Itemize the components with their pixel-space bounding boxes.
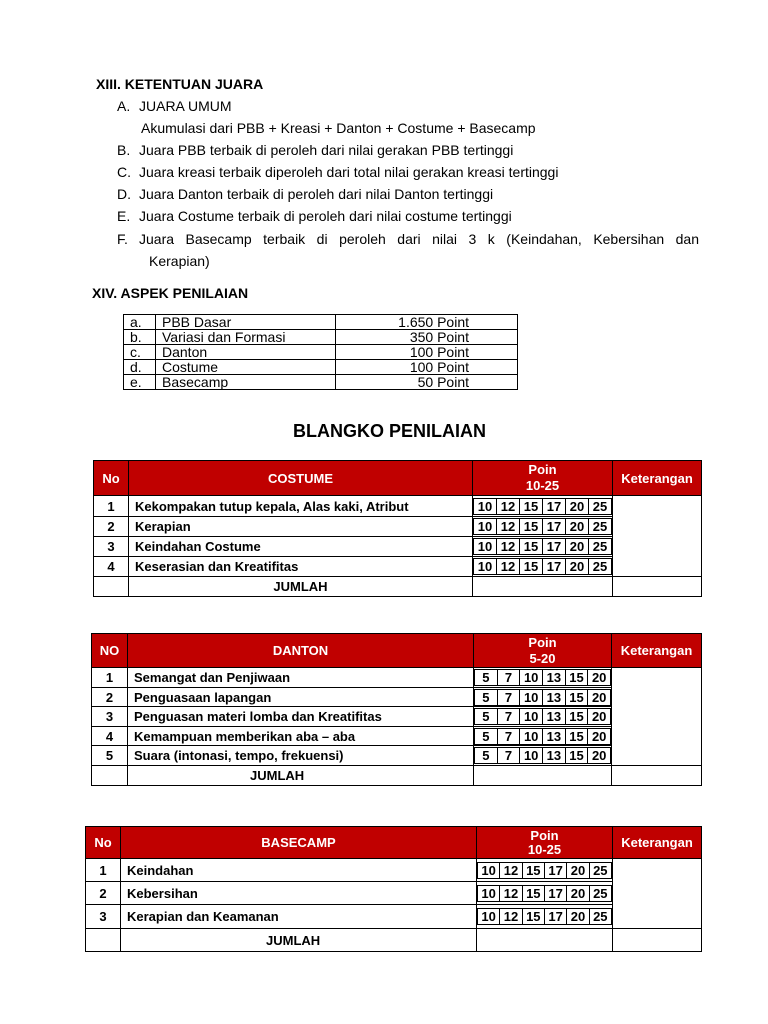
score-option: 25 (589, 538, 612, 555)
row-points: 100 Point (336, 360, 518, 375)
score-option: 15 (520, 518, 543, 535)
row-no: 1 (92, 668, 128, 688)
score-option: 10 (520, 689, 543, 706)
empty-cell (473, 577, 613, 597)
score-option: 17 (543, 518, 566, 535)
criteria-header: BASECAMP (121, 827, 477, 859)
table-header-row (92, 634, 702, 668)
poin-scale (474, 668, 612, 688)
basecamp-table (85, 826, 702, 952)
row-no: 3 (92, 707, 128, 727)
score-option: 5 (474, 747, 498, 764)
row-no: 1 (86, 859, 121, 882)
item-text: Akumulasi dari PBB + Kreasi + Danton + Costume + Basecamp (141, 120, 536, 136)
row-points: 350 Point (336, 330, 518, 345)
row-name: Basecamp (156, 375, 336, 390)
score-option: 10 (520, 728, 543, 745)
table-row (124, 360, 518, 375)
score-option: 15 (520, 538, 543, 555)
poin-label: Poin (530, 827, 559, 843)
item-letter: F. (117, 231, 128, 247)
score-option: 12 (500, 885, 522, 902)
poin-label: Poin (528, 462, 557, 477)
score-option: 10 (473, 498, 497, 515)
table-row (94, 537, 702, 557)
keterangan-cell (613, 496, 702, 577)
item-text: JUARA UMUM (139, 98, 232, 114)
row-criteria: Keindahan (121, 859, 477, 882)
score-option: 12 (500, 862, 522, 879)
table-row (86, 905, 702, 929)
score-option: 17 (543, 498, 566, 515)
item-text: Kerapian) (149, 253, 210, 269)
row-letter: a. (124, 315, 156, 330)
row-letter: b. (124, 330, 156, 345)
poin-scale (473, 517, 613, 537)
score-option: 12 (497, 518, 520, 535)
table-row (92, 668, 702, 688)
row-criteria: Kerapian dan Keamanan (121, 905, 477, 929)
score-option: 10 (477, 885, 500, 902)
row-no: 2 (86, 882, 121, 905)
juara-item-d (117, 186, 493, 202)
table-row (86, 859, 702, 882)
score-option: 7 (498, 747, 521, 764)
score-option: 15 (520, 498, 543, 515)
score-option: 10 (520, 708, 543, 725)
score-option: 20 (566, 518, 589, 535)
keterangan-header: Keterangan (613, 461, 702, 496)
row-no: 5 (92, 746, 128, 766)
item-letter: A. (117, 98, 131, 114)
score-option: 20 (588, 708, 611, 725)
score-option: 20 (588, 747, 611, 764)
score-option: 25 (589, 498, 612, 515)
jumlah-row (86, 929, 702, 952)
score-option: 5 (474, 708, 498, 725)
score-option: 15 (520, 558, 543, 575)
row-no: 1 (94, 496, 129, 517)
score-option: 5 (474, 689, 498, 706)
row-criteria: Kemampuan memberikan aba – aba (128, 727, 474, 746)
section-14-heading: XIV. ASPEK PENILAIAN (92, 285, 249, 301)
poin-scale (473, 537, 613, 557)
row-no: 2 (92, 688, 128, 707)
juara-item-f-cont (149, 253, 210, 269)
item-letter: B. (117, 142, 131, 158)
score-option: 25 (590, 908, 612, 925)
row-name: Variasi dan Formasi (156, 330, 336, 345)
score-option: 10 (477, 908, 500, 925)
score-option: 5 (474, 728, 498, 745)
row-points: 50 Point (336, 375, 518, 390)
poin-scale (477, 859, 613, 882)
empty-cell (94, 577, 129, 597)
jumlah-label: JUMLAH (129, 577, 473, 597)
score-option: 20 (566, 538, 589, 555)
empty-cell (92, 766, 128, 786)
table-row (94, 517, 702, 537)
score-option: 7 (498, 708, 521, 725)
score-option: 17 (545, 885, 567, 902)
row-criteria: Penguasaan lapangan (128, 688, 474, 707)
row-criteria: Keserasian dan Kreatifitas (129, 557, 473, 577)
score-option: 13 (543, 728, 566, 745)
table-row (94, 496, 702, 517)
poin-scale (474, 707, 612, 727)
table-row (92, 746, 702, 766)
jumlah-label: JUMLAH (121, 929, 477, 952)
item-text: Juara kreasi terbaik diperoleh dari total nilai gerakan kreasi tertinggi (139, 164, 559, 180)
juara-item-a (117, 98, 232, 114)
score-option: 20 (567, 862, 589, 879)
row-criteria: Kekompakan tutup kepala, Alas kaki, Atribut (129, 496, 473, 517)
no-header: No (94, 461, 129, 496)
score-option: 13 (543, 689, 566, 706)
row-letter: e. (124, 375, 156, 390)
score-option: 10 (520, 747, 543, 764)
juara-item-c (117, 164, 558, 180)
item-text: Juara PBB terbaik di peroleh dari nilai gerakan PBB tertinggi (139, 142, 514, 158)
score-option: 15 (566, 689, 589, 706)
score-option: 7 (498, 689, 521, 706)
section-13-heading: XIII. KETENTUAN JUARA (96, 76, 264, 92)
jumlah-row (94, 577, 702, 597)
score-option: 20 (588, 669, 611, 686)
score-option: 15 (523, 885, 545, 902)
score-option: 7 (498, 669, 521, 686)
table-row (86, 882, 702, 905)
row-criteria: Suara (intonasi, tempo, frekuensi) (128, 746, 474, 766)
score-option: 20 (566, 498, 589, 515)
row-name: PBB Dasar (156, 315, 336, 330)
item-letter: E. (117, 208, 131, 224)
row-criteria: Kebersihan (121, 882, 477, 905)
empty-cell (477, 929, 613, 952)
empty-cell (613, 577, 702, 597)
score-option: 10 (473, 558, 497, 575)
poin-range: 10-25 (525, 478, 560, 493)
score-option: 15 (566, 669, 589, 686)
score-option: 25 (590, 862, 612, 879)
score-option: 17 (545, 862, 567, 879)
score-option: 7 (498, 728, 521, 745)
row-letter: c. (124, 345, 156, 360)
row-letter: d. (124, 360, 156, 375)
item-letter: D. (117, 186, 131, 202)
poin-label: Poin (528, 634, 557, 650)
poin-header (474, 634, 612, 668)
score-option: 20 (567, 885, 589, 902)
score-option: 17 (543, 538, 566, 555)
score-option: 20 (588, 689, 611, 706)
poin-scale (474, 746, 612, 766)
table-row (92, 727, 702, 746)
score-option: 15 (566, 728, 589, 745)
row-no: 3 (86, 905, 121, 929)
score-option: 15 (523, 908, 545, 925)
score-option: 12 (500, 908, 522, 925)
keterangan-header: Keterangan (612, 634, 702, 668)
score-option: 20 (567, 908, 589, 925)
no-header: No (86, 827, 121, 859)
row-no: 2 (94, 517, 129, 537)
jumlah-label: JUMLAH (128, 766, 474, 786)
table-row (124, 345, 518, 360)
table-row (124, 375, 518, 390)
row-name: Costume (156, 360, 336, 375)
table-row (92, 688, 702, 707)
item-text: Juara Basecamp terbaik di peroleh dari nilai 3 k (Keindahan, Kebersihan dan (139, 231, 699, 247)
score-option: 17 (543, 558, 566, 575)
juara-item-b (117, 142, 513, 158)
score-option: 10 (520, 669, 543, 686)
item-letter: C. (117, 164, 131, 180)
score-option: 25 (590, 885, 612, 902)
row-no: 3 (94, 537, 129, 557)
score-option: 10 (473, 538, 497, 555)
score-option: 17 (545, 908, 567, 925)
score-option: 13 (543, 669, 566, 686)
score-option: 20 (588, 728, 611, 745)
poin-scale (477, 882, 613, 905)
table-row (124, 315, 518, 330)
score-option: 15 (566, 708, 589, 725)
row-criteria: Semangat dan Penjiwaan (128, 668, 474, 688)
score-option: 25 (589, 518, 612, 535)
item-text: Juara Danton terbaik di peroleh dari nilai Danton tertinggi (139, 186, 494, 202)
jumlah-row (92, 766, 702, 786)
score-option: 10 (473, 518, 497, 535)
score-option: 10 (477, 862, 500, 879)
score-option: 13 (543, 747, 566, 764)
juara-item-f (117, 231, 699, 247)
row-name: Danton (156, 345, 336, 360)
table-header-row (86, 827, 702, 859)
score-option: 12 (497, 538, 520, 555)
score-option: 15 (566, 747, 589, 764)
row-criteria: Penguasan materi lomba dan Kreatifitas (128, 707, 474, 727)
danton-table (91, 633, 702, 786)
poin-scale (474, 727, 612, 746)
row-criteria: Kerapian (129, 517, 473, 537)
empty-cell (474, 766, 612, 786)
poin-scale (477, 905, 613, 929)
item-text: Juara Costume terbaik di peroleh dari nilai costume tertinggi (139, 208, 512, 224)
poin-range: 5-20 (529, 650, 556, 666)
poin-header (473, 461, 613, 496)
score-option: 15 (523, 862, 545, 879)
keterangan-header: Keterangan (613, 827, 702, 859)
score-option: 12 (497, 498, 520, 515)
score-option: 5 (474, 669, 498, 686)
criteria-header: DANTON (128, 634, 474, 668)
score-option: 20 (566, 558, 589, 575)
row-points: 100 Point (336, 345, 518, 360)
juara-item-a-detail (141, 120, 536, 136)
blangko-title: BLANGKO PENILAIAN (293, 421, 486, 441)
score-option: 13 (543, 708, 566, 725)
aspek-table (123, 314, 518, 390)
juara-item-e (117, 208, 512, 224)
empty-cell (86, 929, 121, 952)
keterangan-cell (613, 859, 702, 929)
poin-scale (473, 496, 613, 517)
empty-cell (612, 766, 702, 786)
row-no: 4 (94, 557, 129, 577)
score-option: 25 (589, 558, 612, 575)
poin-scale (473, 557, 613, 577)
row-points: 1.650 Point (336, 315, 518, 330)
keterangan-cell (612, 668, 702, 766)
table-header-row (94, 461, 702, 496)
score-option: 12 (497, 558, 520, 575)
criteria-header: COSTUME (129, 461, 473, 496)
row-criteria: Keindahan Costume (129, 537, 473, 557)
table-row (124, 330, 518, 345)
poin-header (477, 827, 613, 859)
costume-table (93, 460, 702, 597)
empty-cell (613, 929, 702, 952)
table-row (92, 707, 702, 727)
poin-range: 10-25 (527, 841, 562, 857)
table-row (94, 557, 702, 577)
no-header: NO (92, 634, 128, 668)
poin-scale (474, 688, 612, 707)
row-no: 4 (92, 727, 128, 746)
